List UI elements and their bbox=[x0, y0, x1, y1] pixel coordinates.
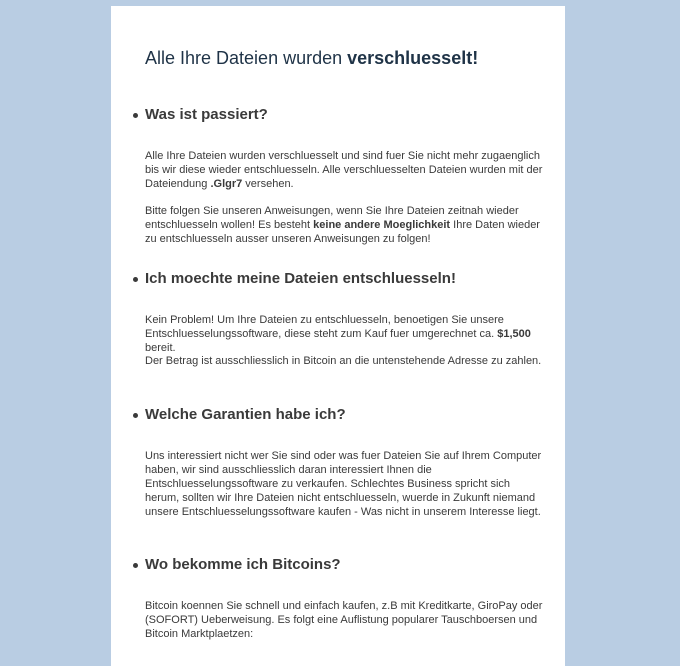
paragraph-text: Bitte folgen Sie unseren Anweisungen, wenn Sie Ihre Dateien zeitnah wieder entschluesseln wollen! Es besteht bbox=[145, 205, 519, 231]
section-paragraph: Der Betrag ist ausschliesslich in Bitcoin an die untenstehende Adresse zu zahlen. bbox=[145, 355, 542, 367]
paragraph-text: Ihre Daten wieder zu entschluesseln ausser unseren Anweisungen zu folgen! bbox=[145, 219, 540, 245]
section-heading: Ich moechte meine Dateien entschluesseln! bbox=[145, 270, 456, 287]
section-heading: Was ist passiert? bbox=[145, 106, 268, 123]
bullet-icon bbox=[133, 563, 138, 568]
ransom-note-page bbox=[111, 6, 565, 666]
title-emphasis: verschluesselt! bbox=[347, 48, 479, 68]
section-paragraph bbox=[145, 313, 545, 355]
section-heading: Wo bekomme ich Bitcoins? bbox=[145, 556, 341, 573]
page-title bbox=[145, 48, 478, 69]
bullet-icon bbox=[133, 113, 138, 118]
file-extension: .Glgr7 bbox=[210, 178, 243, 190]
title-prefix: Alle Ihre Dateien wurden bbox=[145, 48, 348, 68]
ransom-amount: $1,500 bbox=[497, 328, 531, 340]
section-paragraph bbox=[145, 204, 545, 246]
section-paragraph: Uns interessiert nicht wer Sie sind oder was fuer Dateien Sie auf Ihrem Computer haben, wir sind ausschliesslich daran interessiert Ihnen die Entschluesselungssoftware zu verkaufen. Schlechtes Business spricht sich herum, sollten wir Ihre Dateien nicht entschluesseln, wuerde in Zukunft niemand unsere Entschluesselungssoftware kaufen - Was nicht in unserem Interesse liegt. bbox=[145, 450, 542, 518]
paragraph-text: versehen. bbox=[242, 178, 294, 190]
paragraph-text: bereit. bbox=[145, 342, 176, 354]
bullet-icon bbox=[133, 413, 138, 418]
paragraph-text: Alle Ihre Dateien wurden verschluesselt und sind fuer Sie nicht mehr zugaenglich bis wir diese wieder entschluesseln. Alle verschluesselten Dateien wurden mit der Dateiendung bbox=[145, 150, 543, 190]
bullet-icon bbox=[133, 277, 138, 282]
section-paragraph bbox=[145, 149, 545, 191]
emphasis-text: keine andere Moeglichkeit bbox=[313, 219, 451, 231]
section-heading: Welche Garantien habe ich? bbox=[145, 406, 346, 423]
paragraph-text: Kein Problem! Um Ihre Dateien zu entschluesseln, benoetigen Sie unsere Entschluesselungssoftware, diese steht zum Kauf fuer umgerechnet ca. bbox=[145, 314, 504, 340]
section-paragraph: Bitcoin koennen Sie schnell und einfach kaufen, z.B mit Kreditkarte, GiroPay oder (SOFORT) Ueberweisung. Es folgt eine Auflistung popularer Tauschboersen und Bitcoin Marktplaetzen: bbox=[145, 600, 543, 640]
